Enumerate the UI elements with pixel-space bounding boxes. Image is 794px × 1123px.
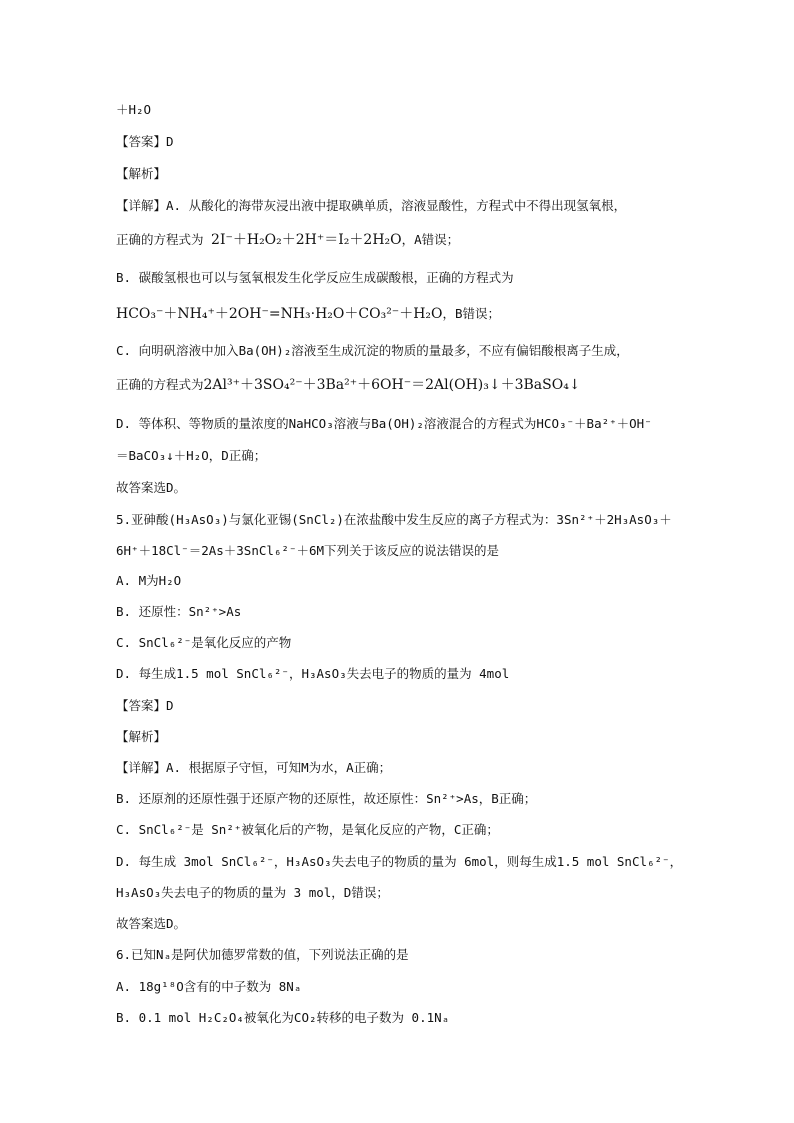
option-d: D. 每生成1.5 mol SnCl₆²⁻，H₃AsO₃失去电子的物质的量为 4mol [116, 666, 510, 681]
equation-a: 2I⁻＋H₂O₂＋2H⁺＝I₂＋2H₂O [211, 232, 402, 248]
correct-equation-b [116, 304, 500, 324]
detail-d: D. 每生成 3mol SnCl₆²⁻，H₃AsO₃失去电子的物质的量为 6mol，则每生成1.5 mol SnCl₆²⁻， [116, 854, 683, 869]
option-a: A. M为H₂O [116, 573, 182, 588]
answer-label: 【答案】D [116, 698, 174, 713]
detail-c: C. SnCl₆²⁻是 Sn²⁺被氧化后的产物，是氧化反应的产物，C正确； [116, 822, 499, 837]
correct-equation-c [116, 375, 581, 395]
detail-a: 【详解】A. 从酸化的海带灰浸出液中提取碘单质，溶液显酸性，方程式中不得出现氢氧根， [116, 198, 627, 213]
conclusion: 故答案选D。 [116, 480, 187, 495]
equation-c: 2Al³⁺＋3SO₄²⁻＋3Ba²⁺＋6OH⁻＝2Al(OH)₃↓＋3BaSO₄↓ [203, 377, 581, 393]
continuation-line: ＋H₂O [116, 102, 152, 117]
question-6: 6.已知Nₐ是阿伏加德罗常数的值，下列说法正确的是 [116, 947, 409, 962]
option-b: B. 还原性：Sn²⁺>As [116, 604, 242, 619]
equation-b: HCO₃⁻＋NH₄⁺＋2OH⁻=NH₃·H₂O＋CO₃²⁻＋H₂O [116, 306, 443, 322]
analysis-label: 【解析】 [116, 729, 167, 744]
detail-a: 【详解】A. 根据原子守恒，可知M为水，A正确； [116, 760, 392, 775]
option-b: B. 0.1 mol H₂C₂O₄被氧化为CO₂转移的电子数为 0.1Nₐ [116, 1010, 450, 1025]
option-c: C. SnCl₆²⁻是氧化反应的产物 [116, 635, 292, 650]
analysis-label: 【解析】 [116, 166, 167, 181]
correct-equation-a [116, 230, 459, 250]
detail-b: B. 碳酸氢根也可以与氢氧根发生化学反应生成碳酸根，正确的方程式为 [116, 270, 514, 285]
equation-suffix: ，B错误； [442, 306, 501, 321]
conclusion: 故答案选D。 [116, 916, 187, 931]
equation-suffix: ，A错误； [401, 232, 460, 247]
detail-b: B. 还原剂的还原性强于还原产物的还原性，故还原性：Sn²⁺>As，B正确； [116, 791, 537, 806]
equation-prefix: 正确的方程式为 [116, 377, 204, 392]
question-5: 5.亚砷酸(H₃AsO₃)与氯化亚锡(SnCl₂)在浓盐酸中发生反应的离子方程式为：3Sn²⁺＋2H₃AsO₃＋ [116, 512, 672, 527]
detail-d: D. 等体积、等物质的量浓度的NaHCO₃溶液与Ba(OH)₂溶液混合的方程式为HCO₃⁻＋Ba²⁺＋OH⁻ [116, 416, 652, 431]
detail-d-cont: H₃AsO₃失去电子的物质的量为 3 mol，D错误； [116, 885, 389, 900]
answer-label: 【答案】D [116, 134, 174, 149]
detail-c: C. 向明矾溶液中加入Ba(OH)₂溶液至生成沉淀的物质的量最多，不应有偏铝酸根离子生成， [116, 343, 629, 358]
equation-prefix: 正确的方程式为 [116, 232, 212, 247]
question-5-cont: 6H⁺＋18Cl⁻＝2As＋3SnCl₆²⁻＋6M下列关于该反应的说法错误的是 [116, 543, 500, 558]
detail-d-cont: ＝BaCO₃↓＋H₂O，D正确； [116, 448, 267, 463]
option-a: A. 18g¹⁸O含有的中子数为 8Nₐ [116, 979, 302, 994]
